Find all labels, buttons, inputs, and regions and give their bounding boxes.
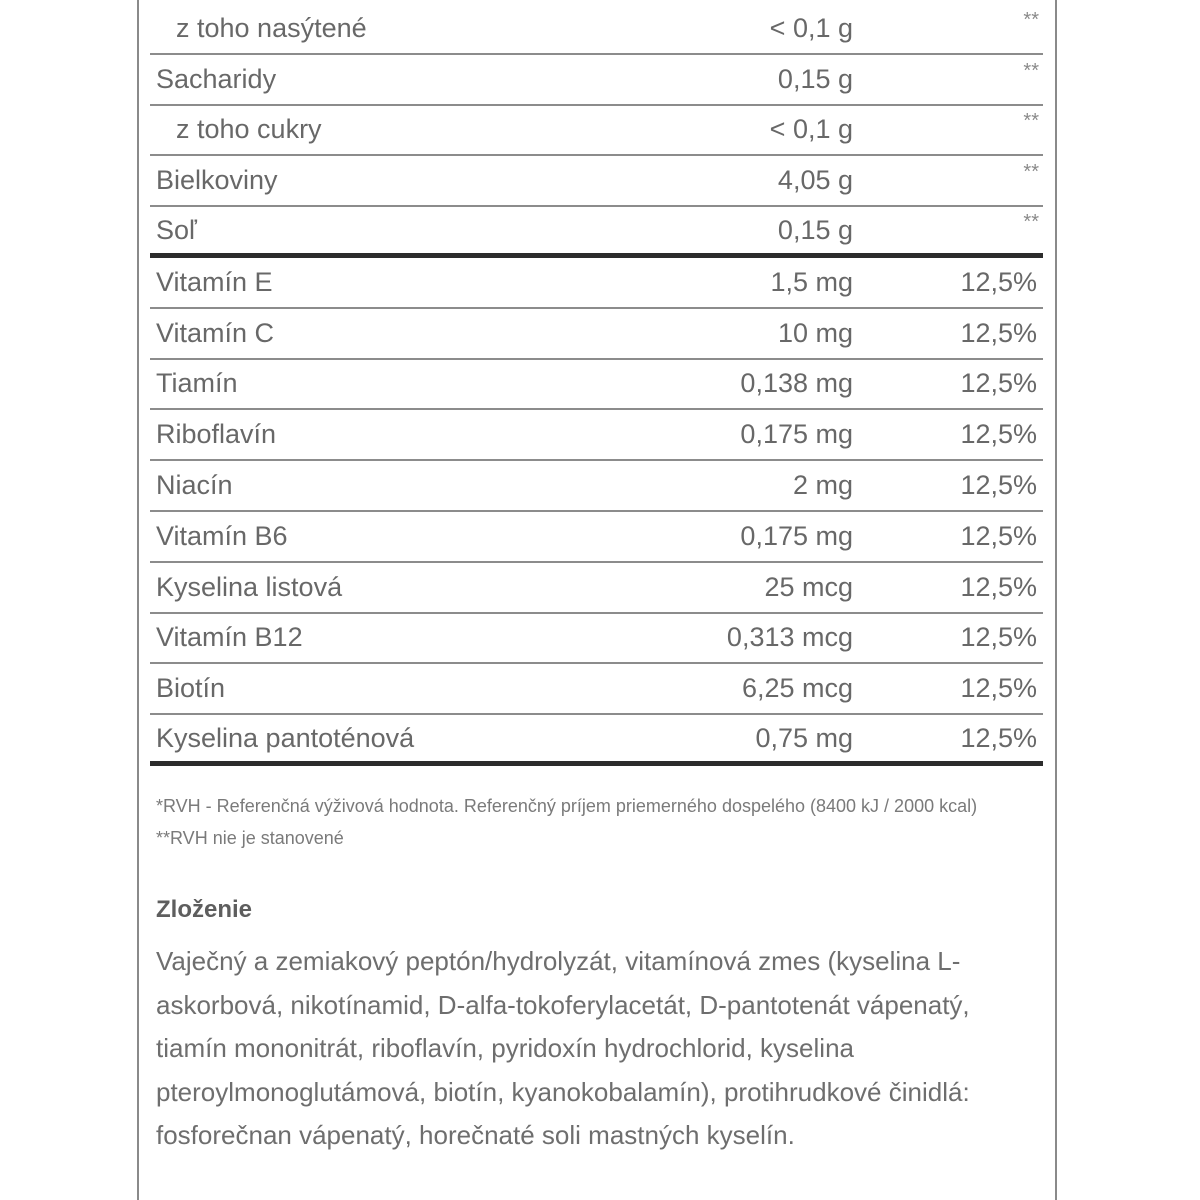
- footnotes: [156, 794, 1036, 850]
- nutrient-rvh: 12,5%: [960, 571, 1037, 602]
- nutrient-name: Soľ: [156, 214, 197, 245]
- nutrient-rvh: 12,5%: [960, 266, 1037, 297]
- nutrient-rvh: **: [1023, 161, 1039, 184]
- footnote-rvh-definition: *RVH - Referenčná výživová hodnota. Referenčný príjem priemerného dospelého (8400 kJ / 2000 kcal): [156, 796, 978, 816]
- nutrient-amount: 10 mg: [777, 317, 853, 348]
- nutrient-name: Biotín: [156, 673, 226, 704]
- nutrient-amount: 0,15 g: [777, 214, 853, 245]
- nutrient-rvh: 12,5%: [960, 520, 1037, 551]
- nutrient-rvh: 12,5%: [960, 622, 1037, 653]
- nutrient-rvh: **: [1023, 110, 1039, 133]
- table-row: [150, 360, 1043, 411]
- table-row: [150, 309, 1043, 360]
- footnote-rvh-not-set: **RVH nie je stanovené: [156, 828, 344, 848]
- nutrient-amount: 0,175 mg: [740, 419, 853, 450]
- nutrient-name: Vitamín B12: [156, 622, 303, 653]
- nutrient-name: z toho cukry: [176, 114, 322, 145]
- nutrient-amount: 0,313 mcg: [726, 622, 853, 653]
- nutrient-amount: 1,5 mg: [770, 266, 853, 297]
- composition-text: Vaječný a zemiakový peptón/hydrolyzát, vitamínová zmes (kyselina L-askorbová, nikotínamid, D-alfa-tokoferylacetát, D-pantotenát vápenatý, tiamín mononitrát, riboflavín, pyridoxín hydrochlorid, kyselina pteroylmonoglutámová, biotín, kyanokobalamín), protihrudkové činidlá: fosforečnan vápenatý, horečnaté soli mastných kyselín.: [156, 946, 970, 1150]
- nutrition-table: [150, 4, 1043, 766]
- nutrient-rvh: 12,5%: [960, 368, 1037, 399]
- nutrient-name: Kyselina pantoténová: [156, 722, 415, 753]
- nutrient-name: Vitamín E: [156, 266, 273, 297]
- nutrient-amount: 0,75 mg: [755, 722, 853, 753]
- nutrient-rvh: 12,5%: [960, 317, 1037, 348]
- table-row: [150, 106, 1043, 157]
- nutrient-rvh: **: [1023, 210, 1039, 233]
- nutrient-amount: 0,15 g: [777, 63, 853, 94]
- nutrient-rvh: 12,5%: [960, 470, 1037, 501]
- table-row: [150, 664, 1043, 715]
- composition-title: Zloženie: [156, 896, 253, 923]
- nutrient-name: Tiamín: [156, 368, 238, 399]
- nutrient-rvh: 12,5%: [960, 673, 1037, 704]
- table-row: [150, 258, 1043, 309]
- table-row: [150, 4, 1043, 55]
- nutrient-amount: < 0,1 g: [769, 12, 853, 43]
- nutrient-amount: 4,05 g: [777, 165, 853, 196]
- table-row: [150, 55, 1043, 106]
- table-row: [150, 410, 1043, 461]
- table-row: [150, 563, 1043, 614]
- nutrient-rvh: 12,5%: [960, 419, 1037, 450]
- table-row: [150, 207, 1043, 258]
- nutrient-amount: 0,138 mg: [740, 368, 853, 399]
- nutrient-name: Riboflavín: [156, 419, 277, 450]
- nutrient-amount: 25 mcg: [764, 571, 853, 602]
- nutrient-name: Vitamín B6: [156, 520, 288, 551]
- nutrient-rvh: **: [1023, 59, 1039, 82]
- nutrient-name: Niacín: [156, 470, 233, 501]
- table-row: [150, 715, 1043, 766]
- nutrient-name: Sacharidy: [156, 63, 277, 94]
- table-row: [150, 512, 1043, 563]
- table-row: [150, 614, 1043, 665]
- nutrient-name: Kyselina listová: [156, 571, 343, 602]
- nutrient-amount: < 0,1 g: [769, 114, 853, 145]
- table-row: [150, 156, 1043, 207]
- nutrient-name: Bielkoviny: [156, 165, 278, 196]
- nutrient-name: Vitamín C: [156, 317, 275, 348]
- nutrient-name: z toho nasýtené: [176, 12, 367, 43]
- nutrient-amount: 0,175 mg: [740, 520, 853, 551]
- nutrient-amount: 6,25 mcg: [741, 673, 853, 704]
- nutrient-rvh: 12,5%: [960, 722, 1037, 753]
- nutrient-rvh: **: [1023, 8, 1039, 31]
- table-row: [150, 461, 1043, 512]
- nutrient-amount: 2 mg: [792, 470, 853, 501]
